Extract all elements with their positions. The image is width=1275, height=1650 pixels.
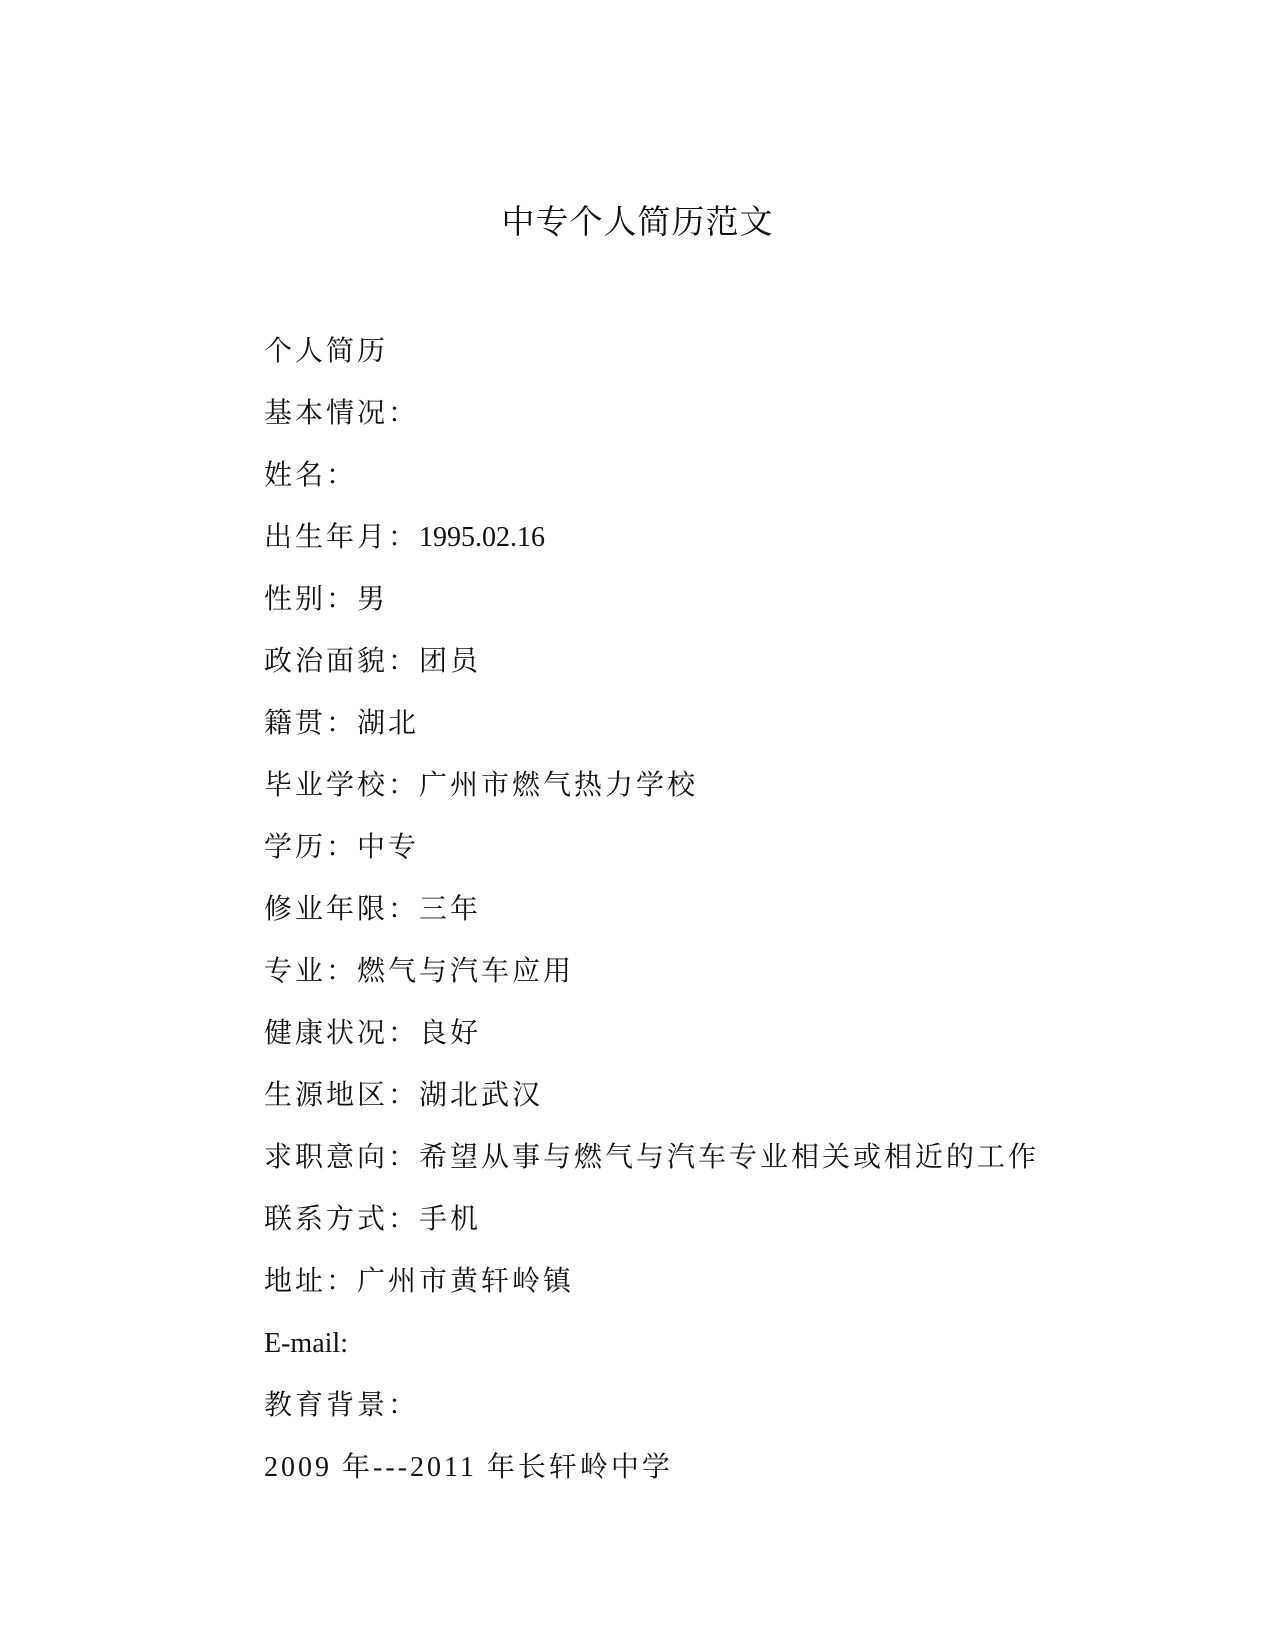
resume-line-education-entry — [264, 1446, 1024, 1508]
resume-line-education-background — [264, 1384, 1024, 1446]
line-value: 希望从事与燃气与汽车专业相关或相近的工作 — [419, 1142, 1040, 1173]
line-label: 性别： — [264, 584, 358, 615]
resume-line-study-years — [264, 888, 1024, 950]
line-label: 政治面貌： — [264, 646, 420, 677]
resume-lines — [264, 330, 1040, 1508]
line-label: 出生年月： — [264, 522, 420, 553]
line-value: 湖北 — [357, 708, 420, 739]
resume-line-name — [264, 454, 1024, 516]
line-label: 学历： — [264, 832, 358, 863]
line-label: 籍贯： — [264, 708, 358, 739]
line-label: 地址： — [264, 1266, 358, 1297]
line-value: 良好 — [419, 1018, 482, 1049]
line-label: E-mail: — [264, 1328, 348, 1359]
line-value: 燃气与汽车应用 — [357, 956, 575, 987]
resume-line-birth — [264, 516, 1024, 578]
line-value: 广州市黄轩岭镇 — [357, 1266, 575, 1297]
line-label: 个人简历 — [264, 336, 389, 367]
resume-line-education — [264, 826, 1024, 888]
line-value: 三年 — [419, 894, 482, 925]
line-label: 生源地区： — [264, 1080, 420, 1111]
resume-line-gender — [264, 578, 1024, 640]
resume-line-health — [264, 1012, 1024, 1074]
line-label: 毕业学校： — [264, 770, 420, 801]
resume-line-address — [264, 1260, 1024, 1322]
line-label: 姓名： — [264, 460, 358, 491]
resume-line-contact — [264, 1198, 1024, 1260]
line-value: 男 — [357, 584, 389, 615]
line-value: 广州市燃气热力学校 — [419, 770, 699, 801]
page-title: 中专个人简历范文 — [501, 202, 774, 241]
resume-line-native-place — [264, 702, 1024, 764]
line-label: 专业： — [264, 956, 358, 987]
resume-line-major — [264, 950, 1024, 1012]
line-label: 联系方式： — [264, 1204, 420, 1235]
resume-line-school — [264, 764, 1024, 826]
line-value: 团员 — [419, 646, 482, 677]
resume-line-email — [264, 1322, 1024, 1384]
line-value: 中专 — [357, 832, 420, 863]
resume-line-heading — [264, 330, 1024, 392]
line-value: 1995.02.16 — [419, 522, 546, 553]
resume-line-basic-info — [264, 392, 1024, 454]
line-label: 基本情况： — [264, 398, 420, 429]
line-label: 求职意向： — [264, 1142, 420, 1173]
line-value: 湖北武汉 — [419, 1080, 544, 1111]
resume-line-job-intention — [264, 1136, 1040, 1198]
line-label: 健康状况： — [264, 1018, 420, 1049]
line-value: 手机 — [419, 1204, 482, 1235]
line-label: 教育背景： — [264, 1390, 420, 1421]
line-label: 2009 年---2011 年长轩岭中学 — [264, 1452, 673, 1483]
resume-line-political-status — [264, 640, 1024, 702]
resume-line-origin — [264, 1074, 1024, 1136]
line-label: 修业年限： — [264, 894, 420, 925]
